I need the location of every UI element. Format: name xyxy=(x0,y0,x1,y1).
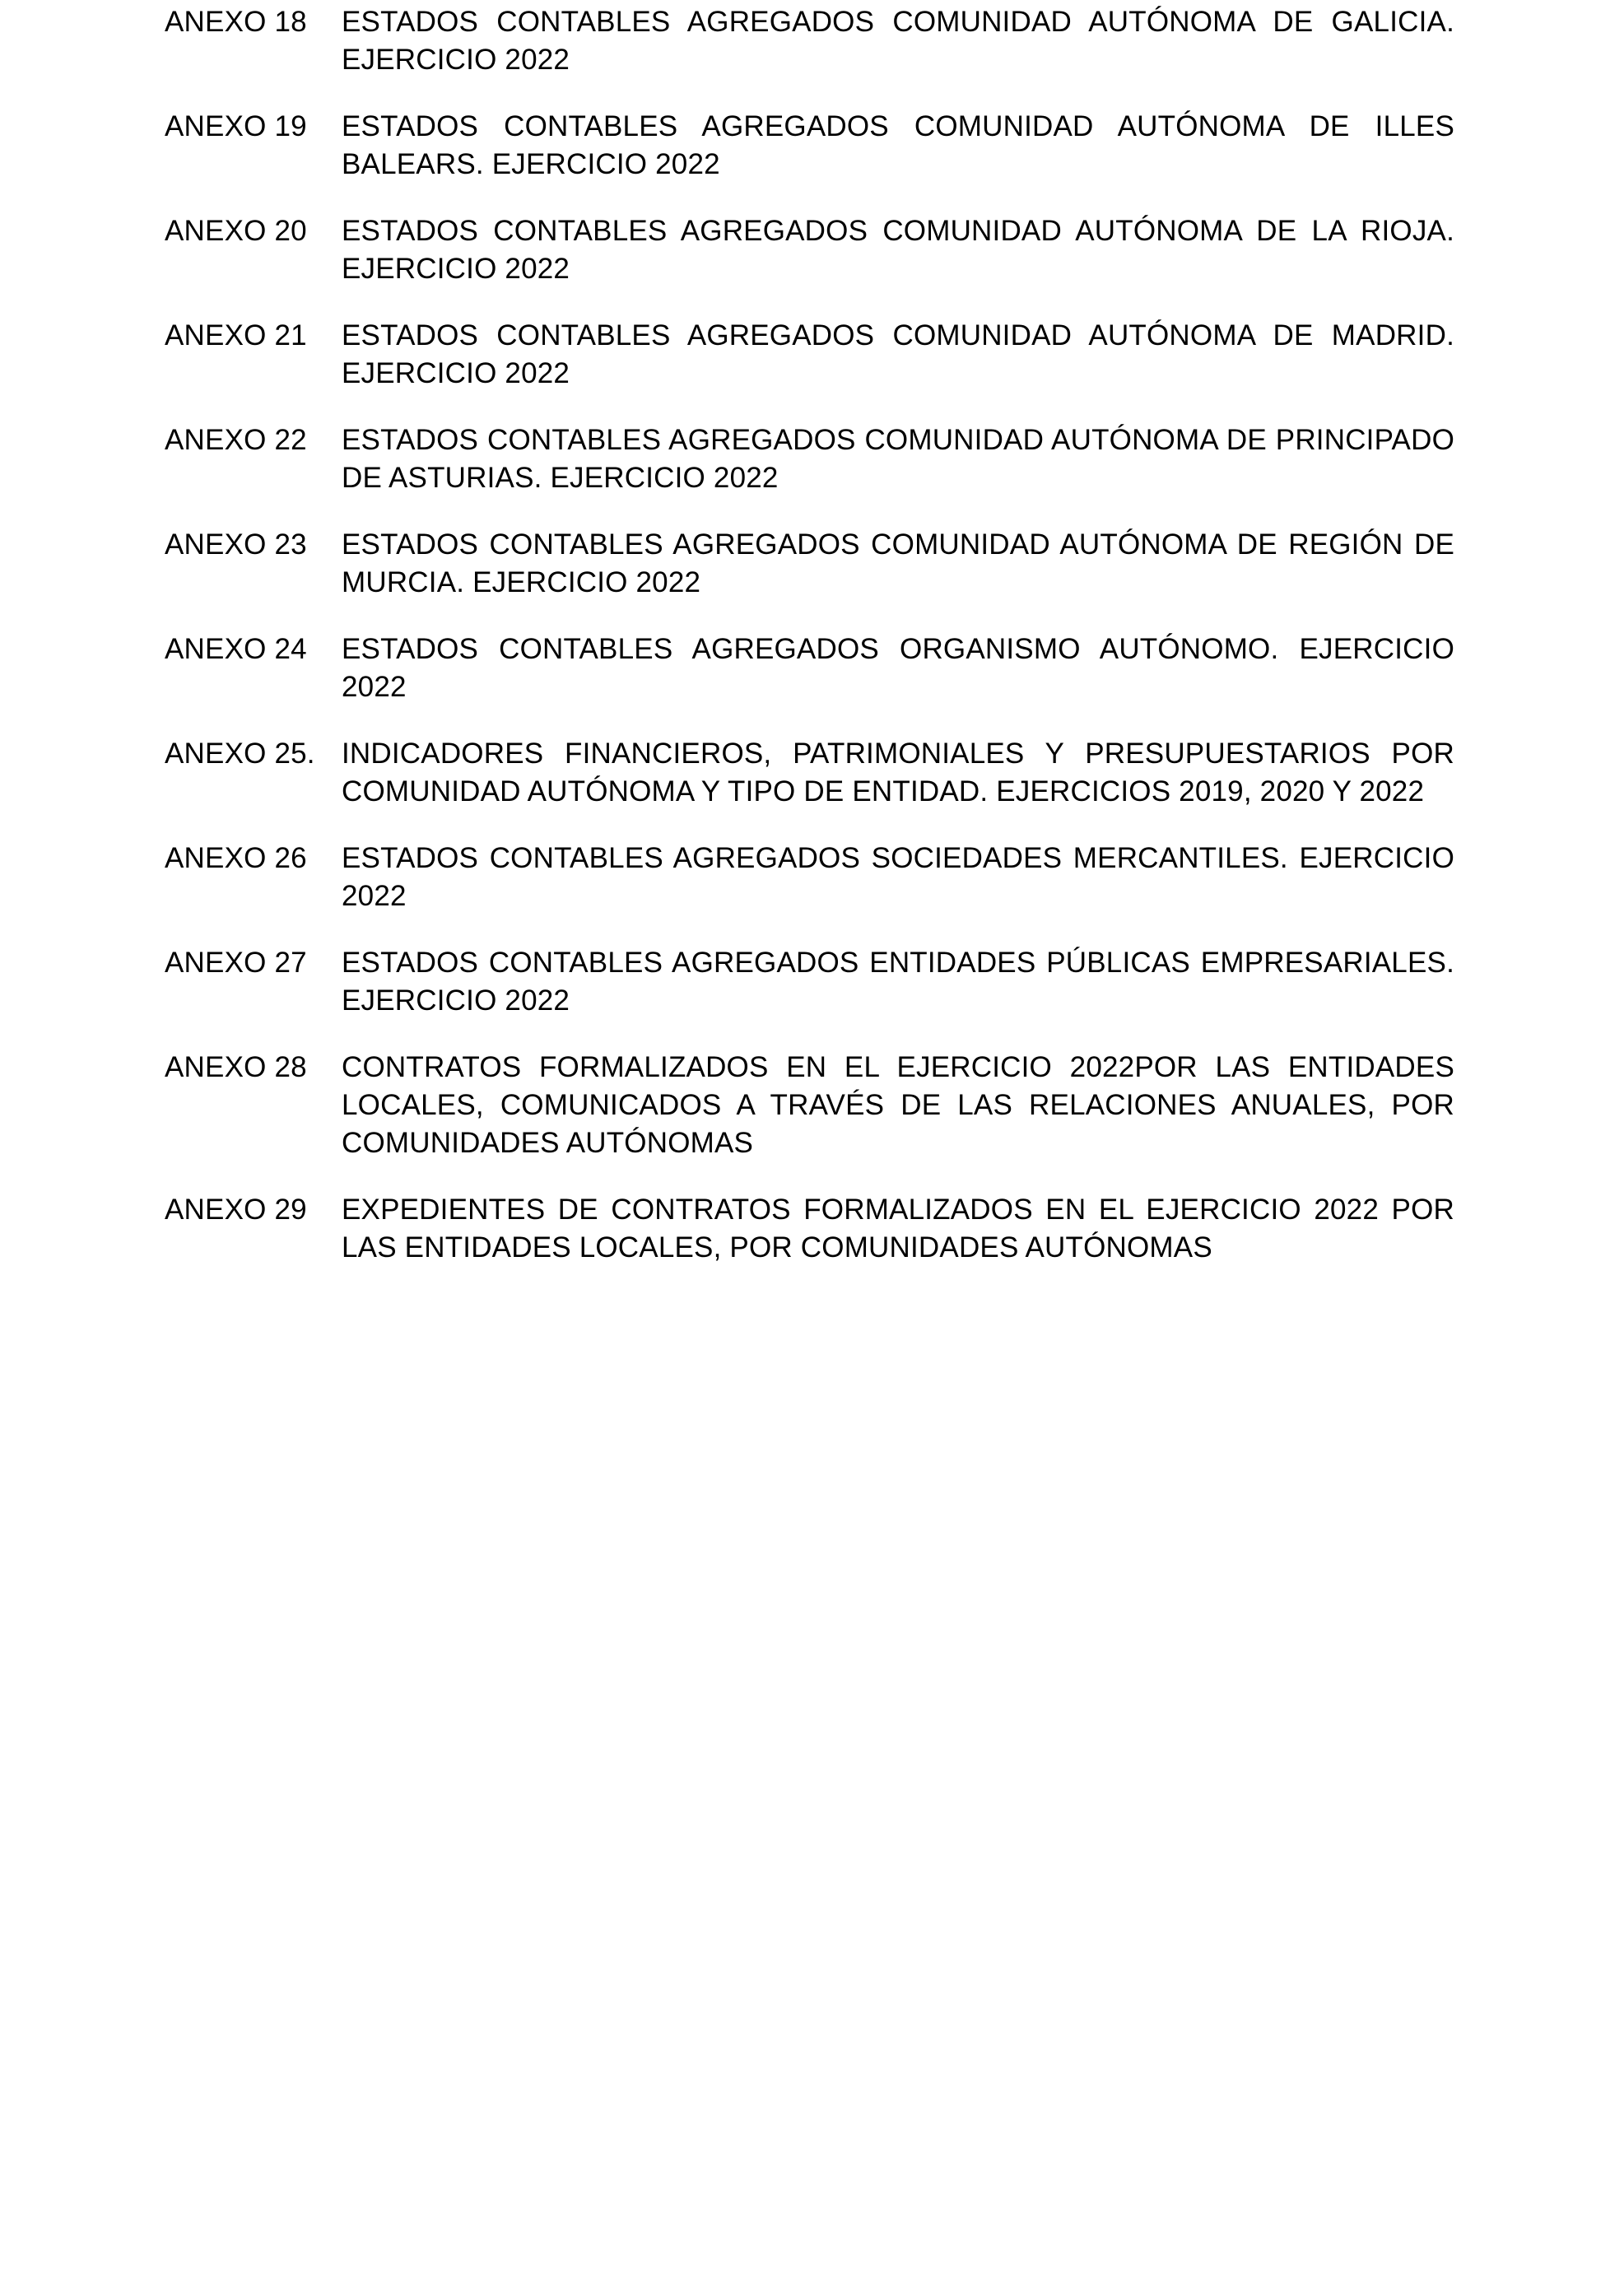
annex-label: ANEXO 25. xyxy=(165,738,315,770)
annex-label: ANEXO 29 xyxy=(165,1194,307,1226)
annex-text: ESTADOS CONTABLES AGREGADOS COMUNIDAD AUTÓNOMA DE PRINCIPADO DE ASTURIAS. EJERCICIO 2022 xyxy=(342,424,1454,494)
annex-item xyxy=(165,421,1454,497)
annex-text: ESTADOS CONTABLES AGREGADOS ORGANISMO AUTÓNOMO. EJERCICIO 2022 xyxy=(342,633,1454,703)
annex-label: ANEXO 19 xyxy=(165,110,307,142)
annex-label: ANEXO 27 xyxy=(165,947,307,979)
annex-item xyxy=(165,1191,1454,1267)
annex-item xyxy=(165,944,1454,1020)
annex-item xyxy=(165,526,1454,602)
annex-label: ANEXO 26 xyxy=(165,842,307,874)
annex-label: ANEXO 18 xyxy=(165,6,307,38)
annex-label: ANEXO 23 xyxy=(165,528,307,561)
annex-text: ESTADOS CONTABLES AGREGADOS COMUNIDAD AUTÓNOMA DE MADRID. EJERCICIO 2022 xyxy=(342,319,1454,389)
annex-item xyxy=(165,735,1454,811)
annex-text: ESTADOS CONTABLES AGREGADOS ENTIDADES PÚBLICAS EMPRESARIALES. EJERCICIO 2022 xyxy=(342,947,1454,1017)
annex-item xyxy=(165,631,1454,706)
annex-item xyxy=(165,840,1454,915)
annex-text: ESTADOS CONTABLES AGREGADOS COMUNIDAD AUTÓNOMA DE ILLES BALEARS. EJERCICIO 2022 xyxy=(342,110,1454,180)
annex-label: ANEXO 24 xyxy=(165,633,307,665)
annex-item xyxy=(165,108,1454,184)
annex-text: ESTADOS CONTABLES AGREGADOS SOCIEDADES MERCANTILES. EJERCICIO 2022 xyxy=(342,842,1454,912)
annex-text: ESTADOS CONTABLES AGREGADOS COMUNIDAD AUTÓNOMA DE REGIÓN DE MURCIA. EJERCICIO 2022 xyxy=(342,528,1454,598)
annex-label: ANEXO 20 xyxy=(165,215,307,247)
annex-item xyxy=(165,212,1454,288)
annex-text: ESTADOS CONTABLES AGREGADOS COMUNIDAD AUTÓNOMA DE GALICIA. EJERCICIO 2022 xyxy=(342,6,1454,76)
annex-text: EXPEDIENTES DE CONTRATOS FORMALIZADOS EN EL EJERCICIO 2022 POR LAS ENTIDADES LOCALES, POR COMUNIDADES AUTÓNOMAS xyxy=(342,1194,1454,1263)
annex-label: ANEXO 28 xyxy=(165,1051,307,1083)
annex-label: ANEXO 21 xyxy=(165,319,307,351)
annex-item xyxy=(165,317,1454,393)
annex-text: CONTRATOS FORMALIZADOS EN EL EJERCICIO 2022POR LAS ENTIDADES LOCALES, COMUNICADOS A TRAVÉS DE LAS RELACIONES ANUALES, POR COMUNIDADES AUTÓNOMAS xyxy=(342,1051,1454,1159)
annex-text: ESTADOS CONTABLES AGREGADOS COMUNIDAD AUTÓNOMA DE LA RIOJA. EJERCICIO 2022 xyxy=(342,215,1454,285)
annex-item xyxy=(165,3,1454,79)
annex-text: INDICADORES FINANCIEROS, PATRIMONIALES Y PRESUPUESTARIOS POR COMUNIDAD AUTÓNOMA Y TIPO DE ENTIDAD. EJERCICIOS 2019, 2020 Y 2022 xyxy=(342,738,1454,807)
annex-label: ANEXO 22 xyxy=(165,424,307,456)
annex-item xyxy=(165,1049,1454,1162)
